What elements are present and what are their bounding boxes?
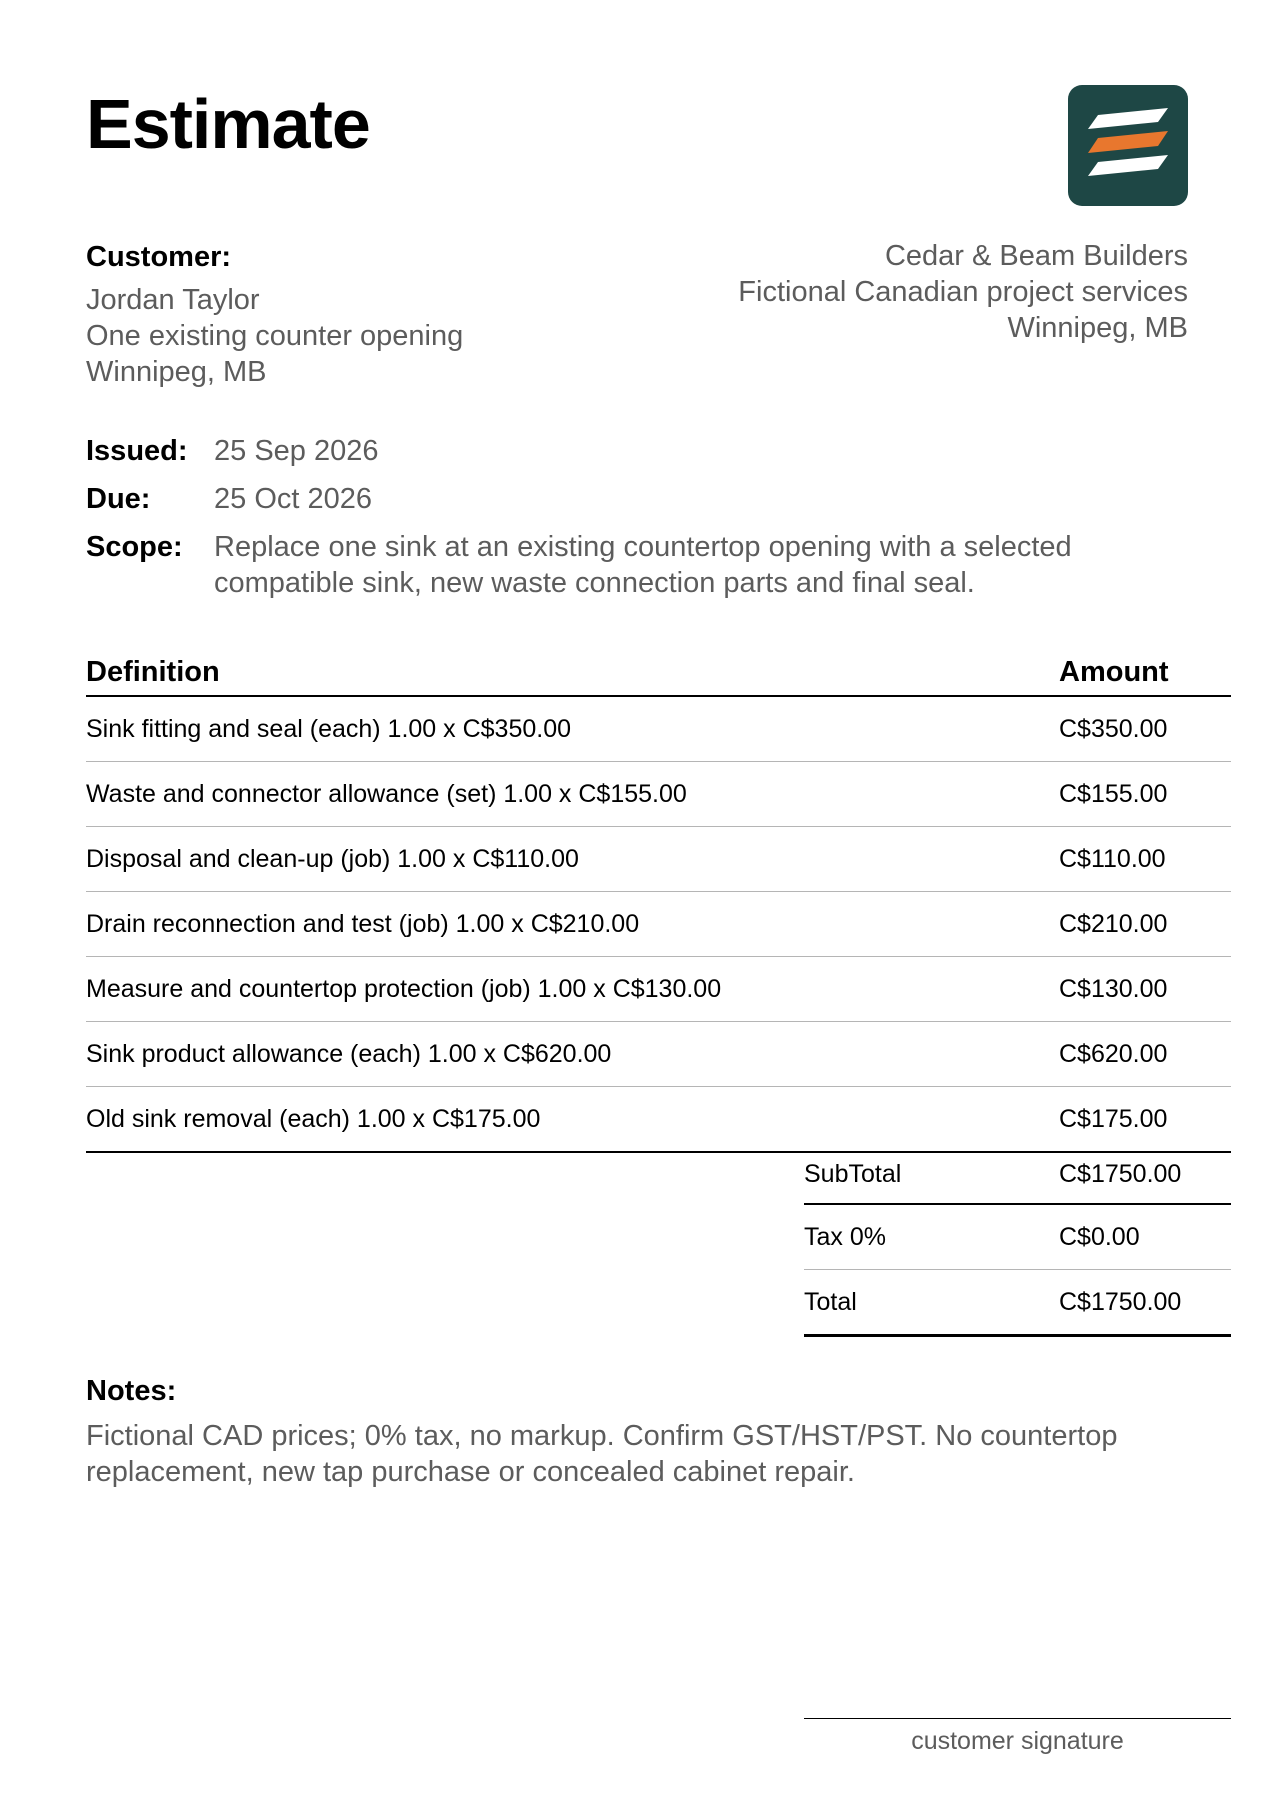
table-row — [86, 1087, 1231, 1153]
customer-name: Jordan Taylor — [86, 284, 260, 316]
table-row — [86, 892, 1231, 957]
row-definition: Sink fitting and seal (each) 1.00 x C$350.00 — [86, 714, 572, 743]
customer-city: Winnipeg, MB — [86, 356, 267, 388]
company-block — [568, 238, 1188, 346]
company-name: Cedar & Beam Builders — [884, 240, 1188, 272]
row-definition: Drain reconnection and test (job) 1.00 x C$210.00 — [86, 909, 640, 938]
company-logo — [1068, 85, 1188, 206]
totals-block — [804, 1145, 1231, 1337]
table-row — [86, 1022, 1231, 1087]
table-row — [86, 957, 1231, 1022]
row-amount: C$350.00 — [1059, 714, 1168, 743]
tax-value: C$0.00 — [1059, 1222, 1140, 1251]
row-amount: C$175.00 — [1059, 1104, 1168, 1133]
company-location: Winnipeg, MB — [1007, 312, 1188, 344]
issued-date: 25 Sep 2026 — [214, 435, 379, 467]
scope-label: Scope: — [86, 531, 183, 563]
row-definition: Measure and countertop protection (job) 1.00 x C$130.00 — [86, 974, 722, 1003]
row-amount: C$210.00 — [1059, 909, 1168, 938]
subtotal-row — [804, 1145, 1231, 1205]
due-label: Due: — [86, 483, 151, 515]
scope-text: Replace one sink at an existing countertop opening with a selected compatible sink, new waste connection parts and final seal. — [214, 531, 1072, 599]
scope-row — [86, 528, 1186, 601]
total-label: Total — [804, 1287, 857, 1316]
total-row — [804, 1270, 1231, 1337]
customer-address-line: One existing counter opening — [86, 320, 464, 352]
row-definition: Waste and connector allowance (set) 1.00 x C$155.00 — [86, 779, 687, 808]
table-row — [86, 827, 1231, 892]
issued-label: Issued: — [86, 435, 188, 467]
page-title: Estimate — [86, 85, 370, 163]
line-items-table — [86, 650, 1231, 1153]
row-amount: C$130.00 — [1059, 974, 1168, 1003]
subtotal-label: SubTotal — [804, 1159, 902, 1188]
total-value: C$1750.00 — [1059, 1287, 1182, 1316]
signature-label: customer signature — [911, 1727, 1124, 1755]
customer-label: Customer: — [86, 241, 232, 273]
due-date: 25 Oct 2026 — [214, 483, 372, 515]
definition-header: Definition — [86, 656, 220, 688]
row-amount: C$110.00 — [1059, 844, 1166, 873]
issued-row — [86, 432, 1186, 470]
signature-line — [804, 1718, 1231, 1756]
tax-label: Tax 0% — [804, 1222, 886, 1251]
row-definition: Sink product allowance (each) 1.00 x C$620.00 — [86, 1039, 612, 1068]
row-definition: Disposal and clean-up (job) 1.00 x C$110.00 — [86, 844, 579, 873]
tax-row — [804, 1205, 1231, 1270]
estimate-meta — [86, 432, 1186, 611]
table-row — [86, 762, 1231, 827]
notes-block — [86, 1372, 1206, 1490]
notes-label: Notes: — [86, 1375, 177, 1407]
table-row — [86, 697, 1231, 762]
table-header — [86, 650, 1231, 697]
company-tagline: Fictional Canadian project services — [738, 276, 1188, 308]
notes-text: Fictional CAD prices; 0% tax, no markup. Confirm GST/HST/PST. No countertop replacement, new tap purchase or concealed cabinet repair. — [86, 1420, 1118, 1488]
row-amount: C$155.00 — [1059, 779, 1168, 808]
row-amount: C$620.00 — [1059, 1039, 1168, 1068]
due-row — [86, 480, 1186, 518]
subtotal-value: C$1750.00 — [1059, 1159, 1182, 1188]
stacked-planks-icon — [1068, 85, 1188, 206]
row-definition: Old sink removal (each) 1.00 x C$175.00 — [86, 1104, 541, 1133]
amount-header: Amount — [1059, 656, 1169, 688]
